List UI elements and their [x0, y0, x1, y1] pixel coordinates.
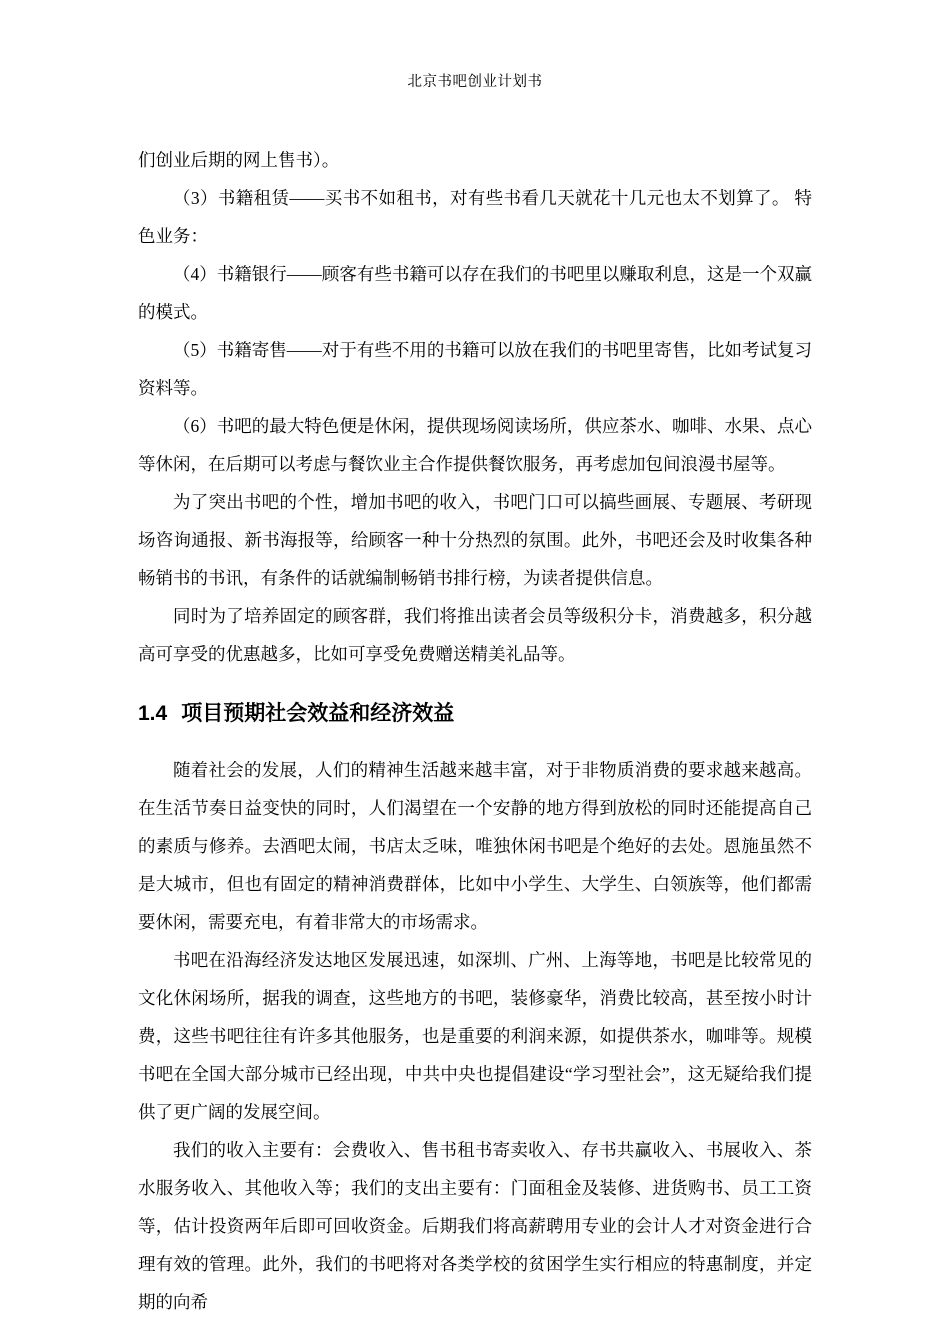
running-header [138, 70, 812, 91]
paragraph-promotion: 为了突出书吧的个性，增加书吧的收入，书吧门口可以搞些画展、专题展、考研现场咨询通报、新书海报等，给顾客一种十分热烈的氛围。此外，书吧还会及时收集各种畅销书的书讯，有条件的话就编制畅销书排行榜，为读者提供信息。 [138, 492, 812, 588]
paragraph-membership: 同时为了培养固定的顾客群，我们将推出读者会员等级积分卡，消费越多，积分越高可享受的优惠越多，比如可享受免费赠送精美礼品等。 [138, 606, 812, 664]
paragraph-market-trend: 书吧在沿海经济发达地区发展迅速，如深圳、广州、上海等地，书吧是比较常见的文化休闲场所，据我的调查，这些地方的书吧，装修豪华，消费比较高，甚至按小时计费，这些书吧往往有许多其他服务，也是重要的利润来源，如提供茶水，咖啡等。规模书吧在全国大部分城市已经出现，中共中央也提倡建设“学习型社会”，这无疑给我们提供了更广阔的发展空间。 [138, 950, 812, 1122]
paragraph-item-6: （6）书吧的最大特色便是休闲，提供现场阅读场所，供应茶水、咖啡、水果、点心等休闲，在后期可以考虑与餐饮业主合作提供餐饮服务，再考虑加包间浪漫书屋等。 [138, 416, 812, 474]
paragraph-item-4: （4）书籍银行——顾客有些书籍可以存在我们的书吧里以赚取利息，这是一个双赢的模式。 [138, 264, 812, 322]
section-heading-title: 项目预期社会效益和经济效益 [181, 702, 455, 725]
paragraph-item-3: （3）书籍租赁——买书不如租书，对有些书看几天就花十几元也太不划算了。 特色业务： [138, 188, 812, 246]
document-body [138, 141, 812, 1321]
section-heading-number: 1.4 [138, 702, 168, 725]
paragraph-social-benefit: 随着社会的发展，人们的精神生活越来越丰富，对于非物质消费的要求越来越高。在生活节奏日益变快的同时，人们渴望在一个安静的地方得到放松的同时还能提高自己的素质与修养。去酒吧太闹，书店太乏味，唯独休闲书吧是个绝好的去处。恩施虽然不是大城市，但也有固定的精神消费群体，比如中小学生、大学生、白领族等，他们都需要休闲，需要充电，有着非常大的市场需求。 [138, 760, 812, 932]
section-heading [138, 699, 812, 729]
paragraph-item-5: （5）书籍寄售——对于有些不用的书籍可以放在我们的书吧里寄售，比如考试复习资料等。 [138, 340, 812, 398]
paragraph-income-expense: 我们的收入主要有：会费收入、售书租书寄卖收入、存书共赢收入、书展收入、茶水服务收入、其他收入等；我们的支出主要有：门面租金及装修、进货购书、员工工资等，估计投资两年后即可回收资金。后期我们将高薪聘用专业的会计人才对资金进行合理有效的管理。此外，我们的书吧将对各类学校的贫困学生实行相应的特惠制度，并定期的向希 [138, 1140, 812, 1312]
paragraph-continuation: 们创业后期的网上售书）。 [138, 150, 340, 170]
running-header-title: 北京书吧创业计划书 [407, 74, 543, 90]
